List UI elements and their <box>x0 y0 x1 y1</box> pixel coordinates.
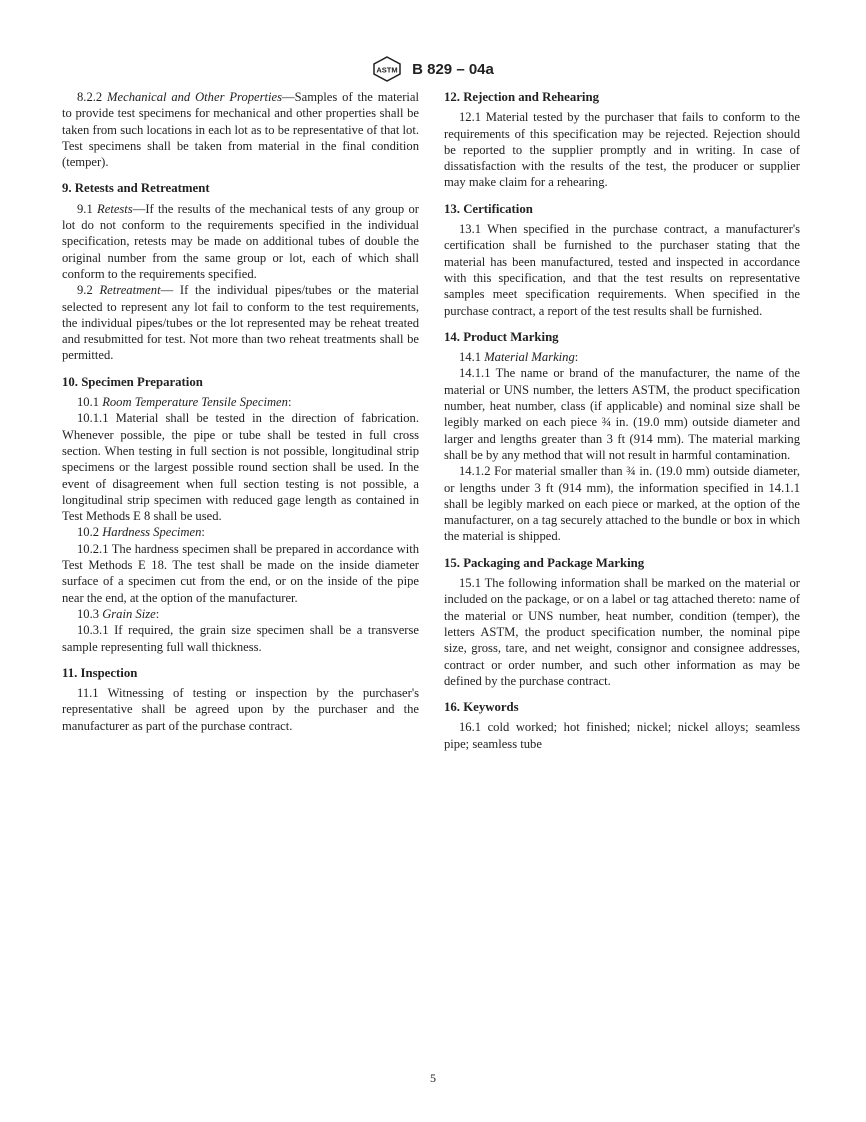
paragraph-10-1-1: 10.1.1 Material shall be tested in the direction of fabrication. Whenever possible, the pipe or tube shall be tested in full cross section. When testing in full section is not possible, longitudinal strip specimens or the largest possible round section shall be used. In the event of disagreement when full section testing is not possible, a longitudinal strip specimen with reduced gage length as contained in Test Methods E 8 shall be used. <box>62 411 419 524</box>
paragraph-8-2-2: 8.2.2 Mechanical and Other Properties—Samples of the material to provide test specimens for mechanical and other properties shall be taken from such locations in each lot as to be representative of that lot. Test specimens shall be taken from material in the final condition (temper). <box>62 90 419 170</box>
section-heading-13: 13. Certification <box>444 201 533 216</box>
section-heading-9: 9. Retests and Retreatment <box>62 181 210 196</box>
section-heading-10: 10. Specimen Preparation <box>62 374 203 389</box>
paragraph-10-3-1: 10.3.1 If required, the grain size specimen shall be a transverse sample representing full wall thickness. <box>62 623 419 654</box>
right-column <box>444 89 800 752</box>
section-heading-15: 15. Packaging and Package Marking <box>444 555 645 570</box>
section-heading-16: 16. Keywords <box>444 700 519 715</box>
astm-logo-icon <box>372 56 402 82</box>
page-number: 5 <box>430 1071 436 1085</box>
paragraph-13-1: 13.1 When specified in the purchase contract, a manufacturer's certification shall be furnished to the purchaser stating that the material has been manufactured, tested and inspected in accordance with this specification, and that the test results on representative samples meet specification requirements. When specified in the purchase contract, a report of the test results shall be furnished. <box>444 222 800 318</box>
paragraph-14-1-1: 14.1.1 The name or brand of the manufacturer, the name of the material or UNS number, the letters ASTM, the product specification number, heat number, class (if applicable) and nominal size shall be legibly marked on each piece ¾ in. (19.0 mm) outside diameter and larger and lengths greater than 3 ft (914 mm). The material marking shall be by any method that will not result in harmful contamination. <box>444 366 800 462</box>
page-header <box>0 56 866 82</box>
paragraph-15-1: 15.1 The following information shall be marked on the material or included on the package, or on a label or tag attached thereto: name of the material or UNS number, heat number, condition (temper), the letters ASTM, the product specification number, the nominal pipe size, gross, tare, and net weight, consignor and consignee addresses, contract or order number, and such other information as may be defined by the purchase contract. <box>444 576 800 688</box>
paragraph-10-2: 10.2 Hardness Specimen: <box>77 525 205 540</box>
paragraph-9-1: 9.1 Retests—If the results of the mechanical tests of any group or lot do not conform to the requirements specified in the individual specification, retests may be made on additional tubes of double the original number from the same group or lot, each of which shall conform to the requirements specified. <box>62 201 419 281</box>
svg-text:ASTM: ASTM <box>376 65 398 75</box>
paragraph-14-1: 14.1 Material Marking: <box>459 350 579 365</box>
paragraph-10-3: 10.3 Grain Size: <box>77 606 160 621</box>
paragraph-12-1: 12.1 Material tested by the purchaser that fails to conform to the requirements of this specification may be rejected. Rejection should be reported to the supplier promptly and in writing. In case of dissatisfaction with the results of the test, the producer or supplier may make claim for a rehearing. <box>444 110 800 190</box>
section-heading-12: 12. Rejection and Rehearing <box>444 90 599 104</box>
paragraph-16-1: 16.1 cold worked; hot finished; nickel; nickel alloys; seamless pipe; seamless tube <box>444 720 800 751</box>
designation: B 829 – 04a <box>412 60 494 78</box>
paragraph-14-1-2: 14.1.2 For material smaller than ¾ in. (19.0 mm) outside diameter, or lengths under 3 ft (914 mm), the information specified in 14.1.1 shall be legibly marked on each piece or marked, at the option of the manufacturer, on a tag securely attached to the bundle or box in which the material is shipped. <box>444 464 800 544</box>
left-column <box>62 89 419 734</box>
paragraph-10-2-1: 10.2.1 The hardness specimen shall be prepared in accordance with Test Methods E 18. The test shall be made on the inside diameter surface of a specimen cut from the end, or on the inside of the pipe near the end, at the option of the manufacturer. <box>62 541 419 605</box>
section-heading-14: 14. Product Marking <box>444 329 559 344</box>
section-heading-11: 11. Inspection <box>62 665 138 680</box>
paragraph-11-1: 11.1 Witnessing of testing or inspection by the purchaser's representative shall be agreed upon by the purchaser and the manufacturer as part of the purchase contract. <box>62 686 419 733</box>
paragraph-10-1: 10.1 Room Temperature Tensile Specimen: <box>77 395 292 410</box>
paragraph-9-2: 9.2 Retreatment— If the individual pipes/tubes or the material selected to represent any lot fail to conform to the test requirements, the individual pipes/tubes or the lot represented may be reheat treated and resubmitted for test. Not more than two reheat treatments shall be permitted. <box>62 283 419 363</box>
